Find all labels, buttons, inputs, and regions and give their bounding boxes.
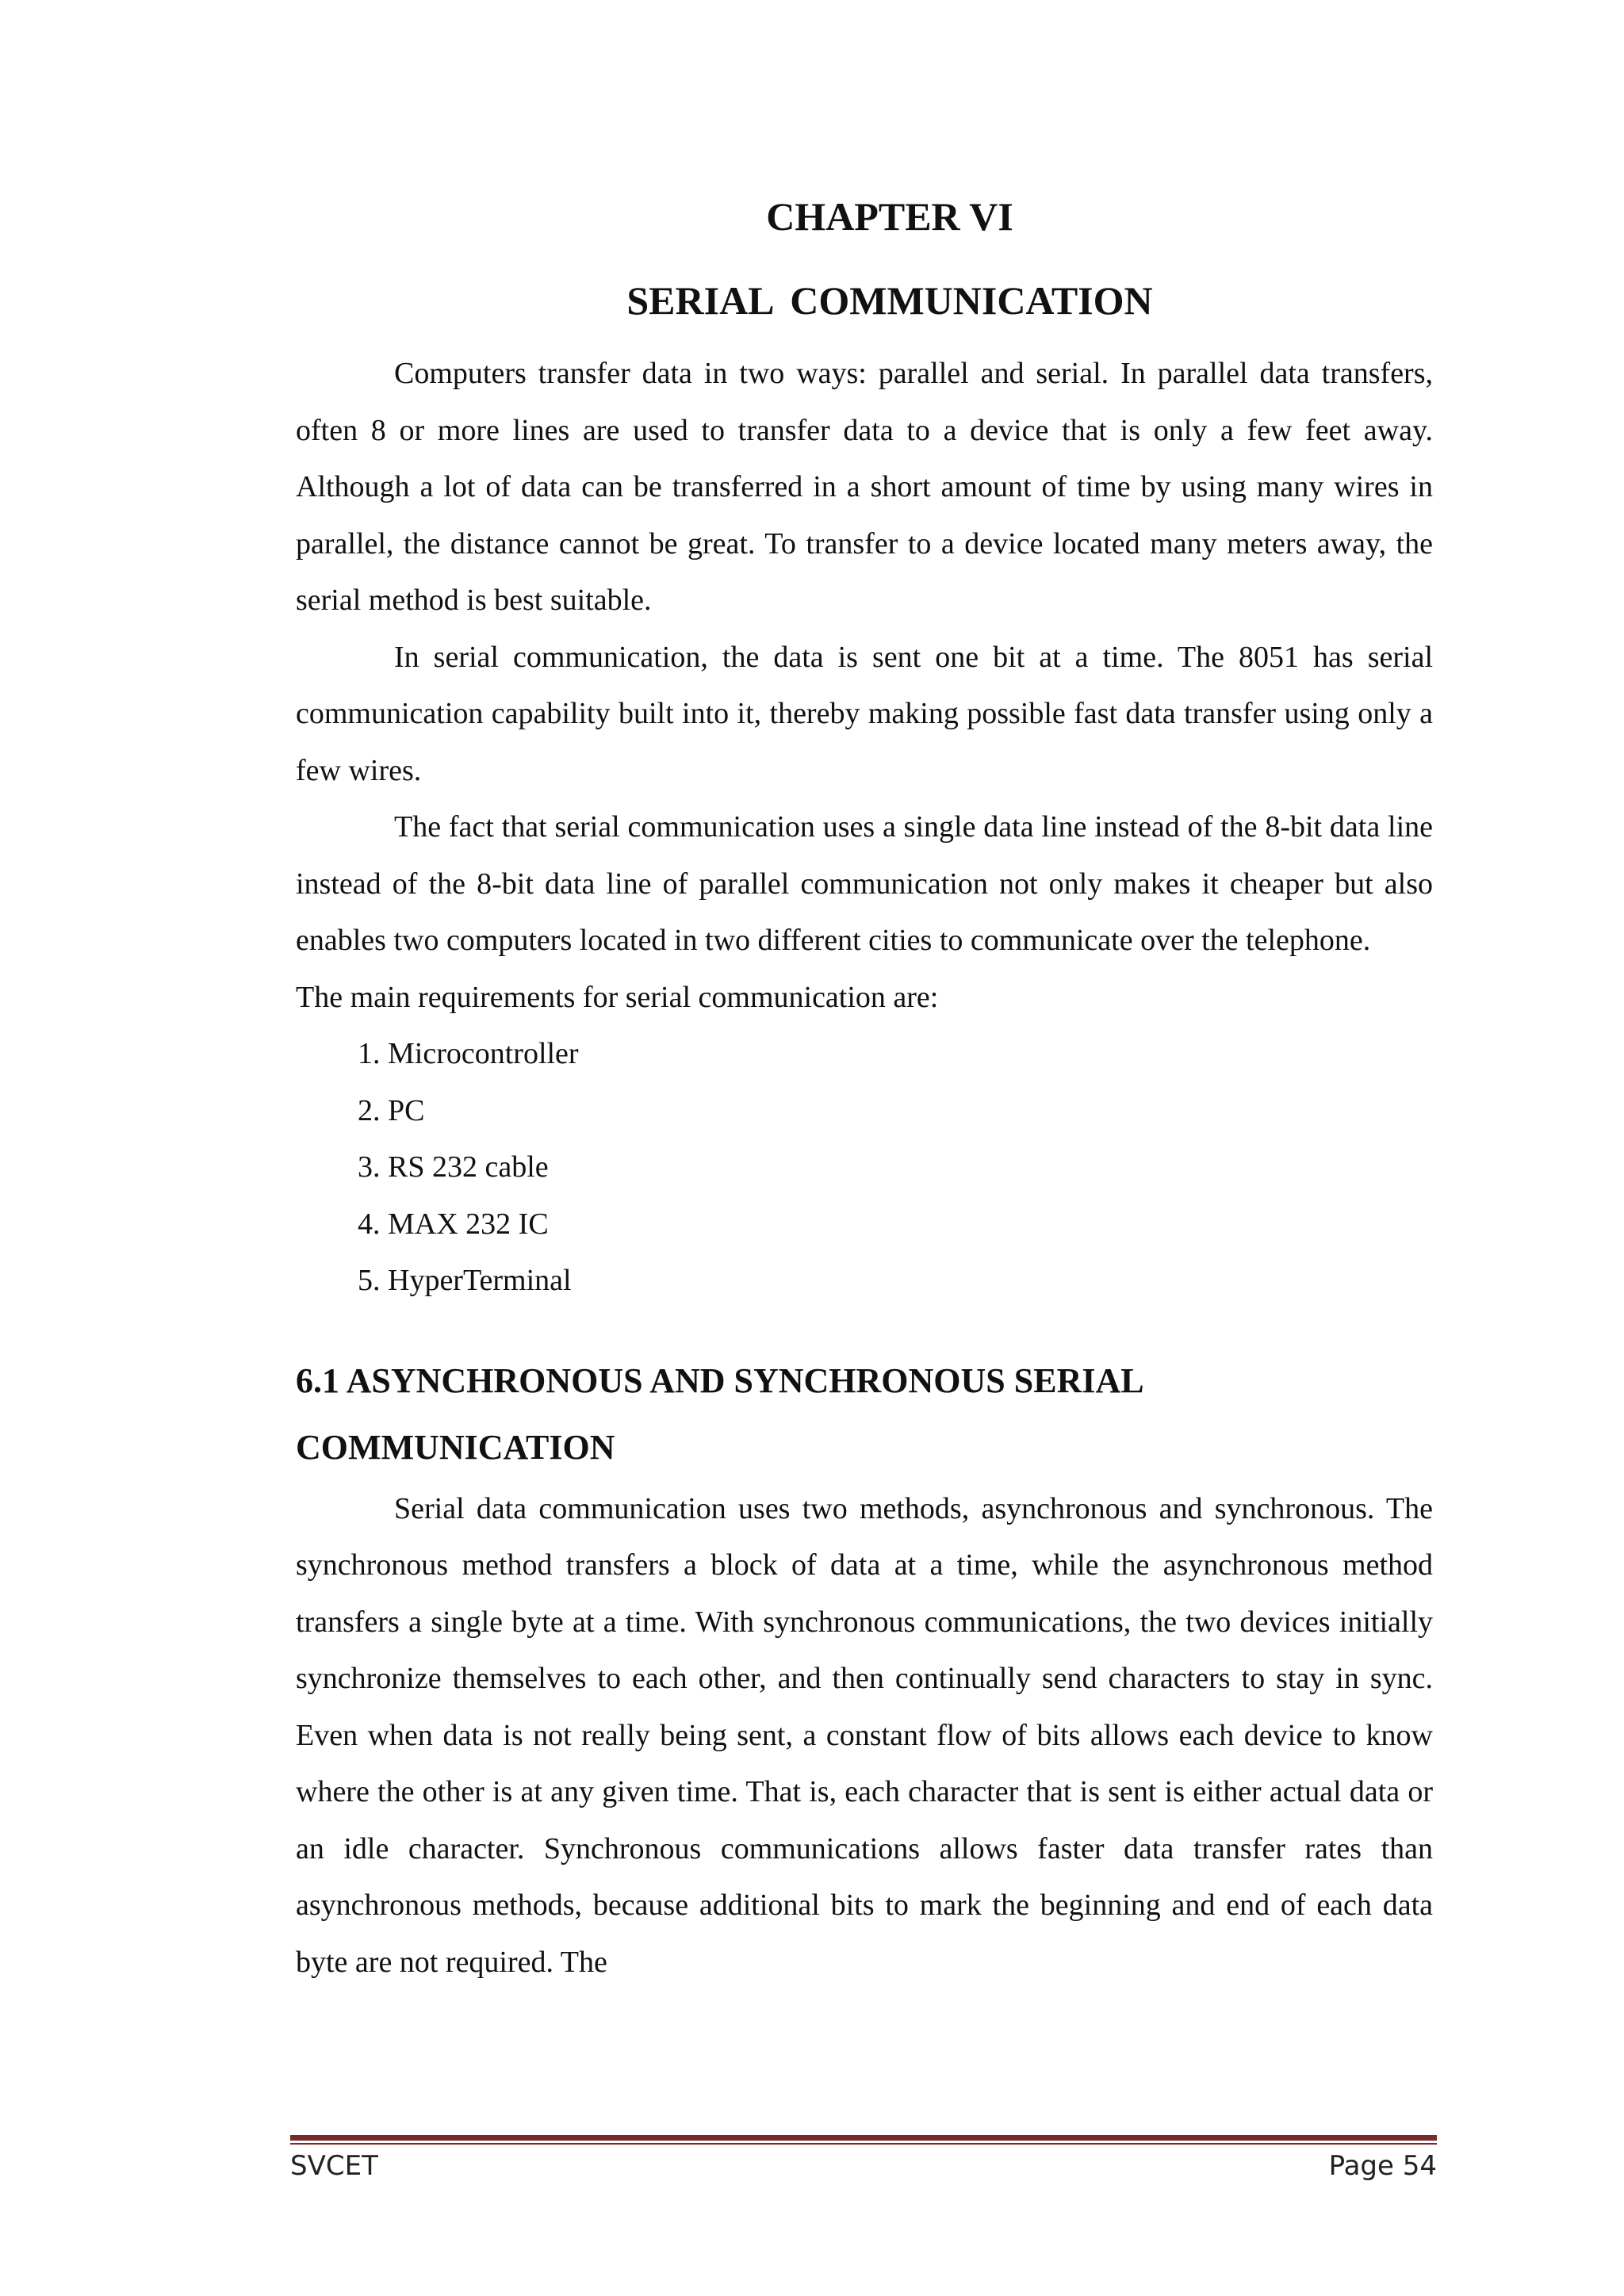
- list-item: 3. RS 232 cable: [358, 1150, 549, 1184]
- page-number: Page 54: [1328, 2150, 1437, 2182]
- page-content: [296, 189, 1433, 1991]
- intro-paragraph-3: The fact that serial communication uses a single data line instead of the 8-bit data line instead of the 8-bit data line of parallel communication not only makes it cheaper but also enables two computers located in two different cities to communicate over the telephone.: [296, 810, 1433, 957]
- footer-institution: SVCET: [290, 2150, 378, 2182]
- requirements-lead: The main requirements for serial communication are:: [296, 980, 939, 1014]
- footer-rule-thick: [290, 2135, 1437, 2141]
- intro-paragraph-1: Computers transfer data in two ways: parallel and serial. In parallel data transfers, often 8 or more lines are used to transfer data to a device that is only a few feet away. Although a lot of data can be transferred in a short amount of time by using many wires in parallel, the distance cannot be great. To transfer to a device located many meters away, the serial method is best suitable.: [296, 357, 1433, 617]
- footer-rule: [290, 2135, 1437, 2146]
- section-heading-line-1: 6.1 ASYNCHRONOUS AND SYNCHRONOUS SERIAL: [296, 1360, 1144, 1400]
- list-item: 4. MAX 232 IC: [358, 1207, 549, 1241]
- section-heading: [296, 1348, 1433, 1481]
- footer-rule-thin: [290, 2143, 1437, 2145]
- section-paragraph-1: Serial data communication uses two methods, asynchronous and synchronous. The synchronous method transfers a block of data at a time, while the asynchronous method transfers a single byte at a time. With synchronous communications, the two devices initially synchronize themselves to each other, and then continually send characters to stay in sync. Even when data is not really being sent, a constant flow of bits allows each device to know where the other is at any given time. That is, each character that is sent is either actual data or an idle character. Synchronous communications allows faster data transfer rates than asynchronous methods, because additional bits to mark the beginning and end of each data byte are not required. The: [296, 1491, 1433, 1979]
- list-item: 1. Microcontroller: [358, 1037, 579, 1070]
- intro-paragraph-2: In serial communication, the data is sent one bit at a time. The 8051 has serial communication capability built into it, thereby making possible fast data transfer using only a few wires.: [296, 640, 1433, 787]
- list-item: 5. HyperTerminal: [358, 1264, 572, 1297]
- requirements-list: [296, 1026, 1433, 1310]
- section-heading-line-2: COMMUNICATION: [296, 1427, 615, 1467]
- chapter-subtitle: SERIAL COMMUNICATION: [626, 278, 1153, 323]
- list-item: 2. PC: [358, 1093, 425, 1127]
- chapter-title: CHAPTER VI: [766, 194, 1013, 239]
